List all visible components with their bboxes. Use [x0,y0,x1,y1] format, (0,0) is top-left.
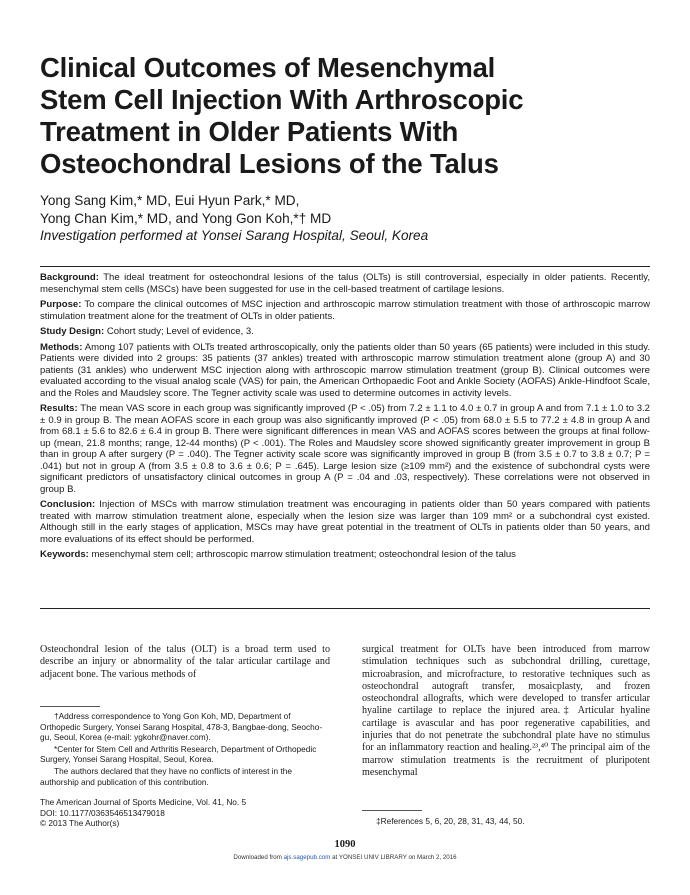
download-site-link[interactable]: ajs.sagepub.com [283,854,331,861]
section-text: The ideal treatment for osteochondral lesions of the talus (OLTs) is still controversial, especially in older patients. Recently, mesenchymal stem cells (MSCs) have been suggested for use in the cell-based treatment of cartilage lesions. [40,272,650,295]
section-text: Cohort study; Level of evidence, 3. [106,326,254,337]
title-line: Clinical Outcomes of Mesenchymal [40,52,496,83]
title-line: Treatment in Older Patients With [40,116,459,147]
title-line: Stem Cell Injection With Arthroscopic [40,84,524,115]
abstract [40,272,650,565]
footnote-rule [362,810,422,811]
journal-info [40,797,340,829]
footnote-references: ‡References 5, 6, 20, 28, 31, 43, 44, 50. [376,816,525,826]
footnote-center: *Center for Stem Cell and Arthritis Research, Department of Orthopedic Surgery, Yonsei Sarang Hospital, Seoul, Korea. [40,743,317,765]
abstract-results [40,403,650,495]
section-label: Results: [40,403,78,414]
journal-line: The American Journal of Sports Medicine, Vol. 41, No. 5 [40,797,247,807]
download-prefix: Downloaded from [233,854,284,861]
section-text: mesenchymal stem cell; arthroscopic marrow stimulation treatment; osteochondral lesion of the talus [91,549,516,560]
footnotes [40,711,330,788]
abstract-methods [40,342,650,400]
download-note [0,854,690,861]
footnote-address: †Address correspondence to Yong Gon Koh, MD, Department of Orthopedic Surgery, Yonsei Sarang Hospital, 478-3, Bangbae-dong, Seocho-gu, Seoul, Korea (e-mail: ygkohr@naver.com). [40,711,323,743]
body-paragraph: surgical treatment for OLTs have been introduced from marrow stimulation techniques such as subchondral drilling, curettage, microabrasion, and microfracture, to restorative techniques such as osteochondral autograft transfer, mosaicplasty, and frozen osteochondral allografts, which were developed to transfer articular hyaline cartilage to replace the injured area.‡ Articular hyaline cartilage is avascular and has poor regenerative capabilities, and injuries that do not penetrate the subchondral plate have no stimulus for an inflammatory reaction and healing.²³,⁴⁰ The principal aim of the marrow stimulation treatments is the recruitment of pluripotent mesenchymal [362,644,650,778]
journal-doi: DOI: 10.1177/0363546513479018 [40,807,165,818]
abstract-conclusion [40,499,650,545]
section-text: To compare the clinical outcomes of MSC injection and arthroscopic marrow stimulation treatment with those of arthroscopic marrow stimulation treatment alone for the treatment of OLTs in older patients. [40,299,650,322]
body-paragraph: Osteochondral lesion of the talus (OLT) is a broad term used to describe an injury or abnormality of the talar articular cartilage and adjacent bone. The various methods of [40,644,330,680]
title-line: Osteochondral Lesions of the Talus [40,148,499,179]
authors-line: Yong Chan Kim,* MD, and Yong Gon Koh,*† MD [40,210,332,226]
page-number: 1090 [334,839,356,850]
section-label: Methods: [40,341,83,353]
footnote-conflicts: The authors declared that they have no conflicts of interest in the authorship and publication of this contribution. [40,765,292,787]
footnote-rule [40,706,100,707]
journal-copyright: © 2013 The Author(s) [40,818,120,829]
section-label: Purpose: [40,299,82,310]
section-label: Keywords: [40,549,89,560]
author-block [40,192,428,245]
institution: Investigation performed at Yonsei Sarang Hospital, Seoul, Korea [40,228,429,243]
download-suffix: at YONSEI UNIV LIBRARY on March 2, 2016 [330,854,457,861]
abstract-keywords [40,549,650,561]
abstract-bottom-rule [40,608,650,609]
section-text: The mean VAS score in each group was significantly improved (P < .05) from 7.2 ± 1.1 to 4.0 ± 0.7 in group A and from 7.1 ± 1.0 to 3.2 ± 0.9 in group B. The mean AOFAS score in each group was also significantly improved (P < .05) from 68.0 ± 5.5 to 77.2 ± 4.8 in group A and from 68.1 ± 5.6 to 82.6 ± 6.4 in group B. There were significant differences in mean VAS and AOFAS scores between the groups at final follow-up (mean, 21.8 months; range, 12-44 months) (P < .001). The Roles and Maudsley score showed significantly greater improvement in group B than in group A after surgery (P = .040). The Tegner activity scale score was significantly improved in group B (from 3.5 ± 0.7 to 3.8 ± 0.7; P = .041) but not in group A (from 3.5 ± 0.8 to 3.6 ± 0.6; P = .645). Large lesion size (≥109 mm²) and the existence of subchondral cysts were significant predictors of unsatisfactory clinical outcomes in group A (P = .04 and .03, respectively). These correlations were not observed in group B. [40,403,650,495]
section-text: Injection of MSCs with marrow stimulation treatment was encouraging in patients older than 50 years compared with patients treated with marrow stimulation treatment alone, especially when the lesion size was larger than 109 mm² or a subchondral cyst existed. Although still in the early stages of application, MSCs may have great potential in the treatment of OLTs in patients older than 50 years, and more evaluations of its effect should be performed. [40,499,650,545]
abstract-purpose [40,299,650,322]
article-title [40,52,640,180]
section-text: Among 107 patients with OLTs treated arthroscopically, only the patients older than 50 years (65 patients) were included in this study. Patients were divided into 2 groups: 35 patients (37 ankles) treated with arthroscopic marrow stimulation treatment alone (group A) and 30 patients (31 ankles) who underwent MSC injection along with arthroscopic marrow stimulation treatment (group B). Clinical outcomes were evaluated according to the visual analog scale (VAS) for pain, the American Orthopaedic Foot and Ankle Society (AOFAS) Ankle-Hindfoot Scale, and the Roles and Maudsley score. The Tegner activity scale was used to determine outcomes in activity levels. [40,341,650,399]
abstract-top-rule [40,266,650,267]
body-column-left [40,644,330,681]
body-column-right [362,644,650,779]
authors-line: Yong Sang Kim,* MD, Eui Hyun Park,* MD, [40,193,300,208]
abstract-background [40,272,650,295]
section-label: Background: [40,272,99,283]
abstract-study-design [40,326,650,338]
section-label: Study Design: [40,326,105,337]
section-label: Conclusion: [40,499,96,510]
